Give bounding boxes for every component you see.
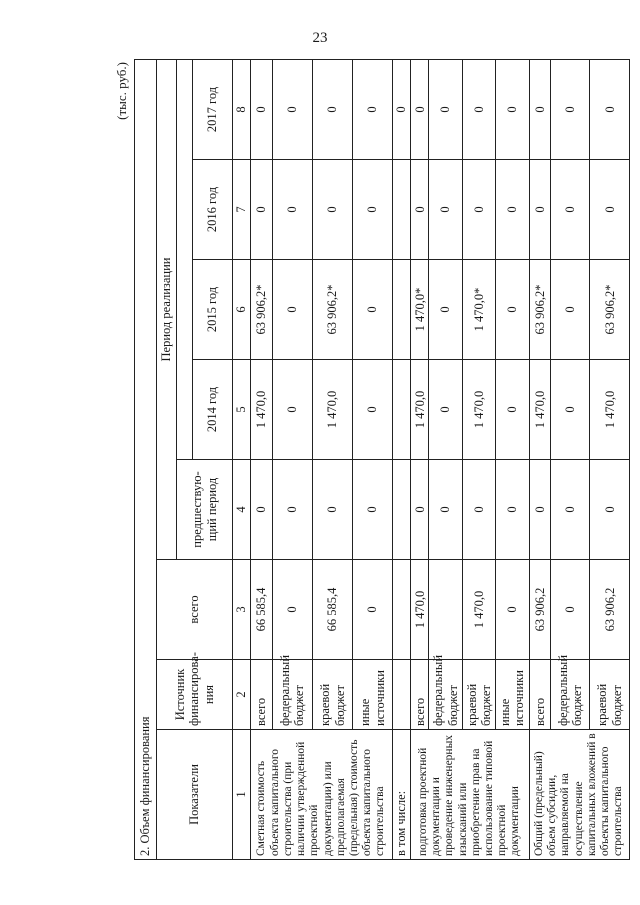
value-cell: 0 [462, 460, 495, 560]
value-cell: 0 [496, 160, 529, 260]
value-cell: 0 [429, 460, 462, 560]
col-number: 5 [233, 360, 251, 460]
value-cell: 0 [496, 60, 529, 160]
value-cell: 0 [551, 160, 590, 260]
header-indicators: Показатели [157, 730, 233, 860]
col-number: 8 [233, 60, 251, 160]
value-cell: 0 [496, 360, 529, 460]
value-cell: 0 [496, 560, 529, 660]
financing-table [134, 59, 630, 860]
indicator-cell: Сметная стоимость объекта капитального строительства (при наличии утвержденной проектной документации) или предполагаемая (предельная) стоимость объекта капитального строительства [251, 730, 393, 860]
value-cell [393, 360, 411, 460]
value-cell: 0 [312, 160, 352, 260]
value-cell: 0 [393, 60, 411, 160]
value-cell: 1 470,0* [462, 260, 495, 360]
rotated-table-area [112, 60, 632, 860]
value-cell: 0 [429, 60, 462, 160]
value-cell: 1 470,0 [411, 560, 429, 660]
header-2015: 2015 год [193, 260, 233, 360]
value-cell: 0 [429, 160, 462, 260]
value-cell: 0 [429, 260, 462, 360]
indicator-cell: подготовка проектной документации и проведение инженерных изысканий или приобретение прав на использование типовой проектной документации [411, 730, 529, 860]
value-cell: 0 [272, 360, 312, 460]
value-cell: 0 [353, 260, 393, 360]
source-cell: краевой бюджет [462, 660, 495, 730]
col-number: 6 [233, 260, 251, 360]
value-cell: 0 [353, 460, 393, 560]
value-cell: 0 [411, 60, 429, 160]
table-row [393, 60, 411, 860]
value-cell: 0 [496, 260, 529, 360]
page-number: 23 [312, 30, 328, 46]
header-2014: 2014 год [193, 360, 233, 460]
value-cell: 0 [411, 160, 429, 260]
value-cell: 0 [551, 460, 590, 560]
header-2016: 2016 год [193, 160, 233, 260]
value-cell: 0 [353, 60, 393, 160]
value-cell: 0 [462, 60, 495, 160]
value-cell: 0 [353, 560, 393, 660]
source-cell: всего [251, 660, 273, 730]
table-row [411, 60, 429, 860]
value-cell: 0 [312, 460, 352, 560]
value-cell: 0 [551, 360, 590, 460]
value-cell: 1 470,0 [251, 360, 273, 460]
value-cell [393, 460, 411, 560]
indicator-cell: Общий (предельный) объем субсидии, направляемой на осуществление капитальных вложений в объекты капитального строительства [529, 730, 630, 860]
source-cell: краевой бюджет [312, 660, 352, 730]
value-cell: 0 [272, 60, 312, 160]
col-number: 4 [233, 460, 251, 560]
value-cell: 1 470,0 [529, 360, 551, 460]
value-cell [393, 560, 411, 660]
value-cell: 0 [551, 560, 590, 660]
value-cell: 63 906,2* [529, 260, 551, 360]
value-cell: 0 [496, 460, 529, 560]
section-title: 2. Объем финансирования [135, 60, 157, 860]
value-cell: 0 [251, 60, 273, 160]
col-number: 7 [233, 160, 251, 260]
value-cell: 0 [272, 160, 312, 260]
indicator-intro: в том числе: [393, 730, 411, 860]
value-cell: 66 585,4 [251, 560, 273, 660]
header-period: Период реализации [157, 60, 177, 560]
value-cell: 0 [590, 60, 630, 160]
col-number: 2 [233, 660, 251, 730]
value-cell: 63 906,2* [312, 260, 352, 360]
value-cell: 0 [312, 60, 352, 160]
value-cell: 0 [462, 160, 495, 260]
value-cell: 63 906,2* [251, 260, 273, 360]
value-cell: 1 470,0 [312, 360, 352, 460]
source-cell: федеральный бюджет [551, 660, 590, 730]
value-cell: 0 [590, 460, 630, 560]
value-cell: 63 906,2 [590, 560, 630, 660]
value-cell: 0 [251, 160, 273, 260]
value-cell: 0 [272, 460, 312, 560]
value-cell: 0 [551, 260, 590, 360]
col-number: 3 [233, 560, 251, 660]
source-cell: краевой бюджет [590, 660, 630, 730]
value-cell: 1 470,0 [590, 360, 630, 460]
header-years-spacer [177, 60, 193, 460]
value-cell: 63 906,2 [529, 560, 551, 660]
value-cell: 0 [353, 360, 393, 460]
col-number: 1 [233, 730, 251, 860]
value-cell: 66 585,4 [312, 560, 352, 660]
value-cell [393, 160, 411, 260]
value-cell: 1 470,0 [462, 560, 495, 660]
value-cell [393, 260, 411, 360]
value-cell: 0 [529, 160, 551, 260]
value-cell: 0 [272, 260, 312, 360]
source-cell: федеральный бюджет [429, 660, 462, 730]
value-cell: 0 [429, 360, 462, 460]
source-cell: иные источники [496, 660, 529, 730]
value-cell: 0 [272, 560, 312, 660]
source-cell: иные источники [353, 660, 393, 730]
header-total: всего [157, 560, 233, 660]
value-cell: 1 470,0 [462, 360, 495, 460]
header-prev-period: предшествую-щий период [177, 460, 233, 560]
units-label: (тыс. руб.) [114, 62, 129, 120]
source-cell [393, 660, 411, 730]
value-cell: 0 [353, 160, 393, 260]
value-cell: 0 [529, 60, 551, 160]
value-cell: 0 [251, 460, 273, 560]
header-source: Источник финансирова-ния [157, 660, 233, 730]
value-cell [429, 560, 462, 660]
source-cell: всего [529, 660, 551, 730]
value-cell: 63 906,2* [590, 260, 630, 360]
value-cell: 0 [551, 60, 590, 160]
value-cell: 0 [529, 460, 551, 560]
value-cell: 0 [411, 460, 429, 560]
source-cell: федеральный бюджет [272, 660, 312, 730]
value-cell: 1 470,0* [411, 260, 429, 360]
value-cell: 1 470,0 [411, 360, 429, 460]
table-row [251, 60, 273, 860]
source-cell: всего [411, 660, 429, 730]
table-row [529, 60, 551, 860]
header-2017: 2017 год [193, 60, 233, 160]
value-cell: 0 [590, 160, 630, 260]
